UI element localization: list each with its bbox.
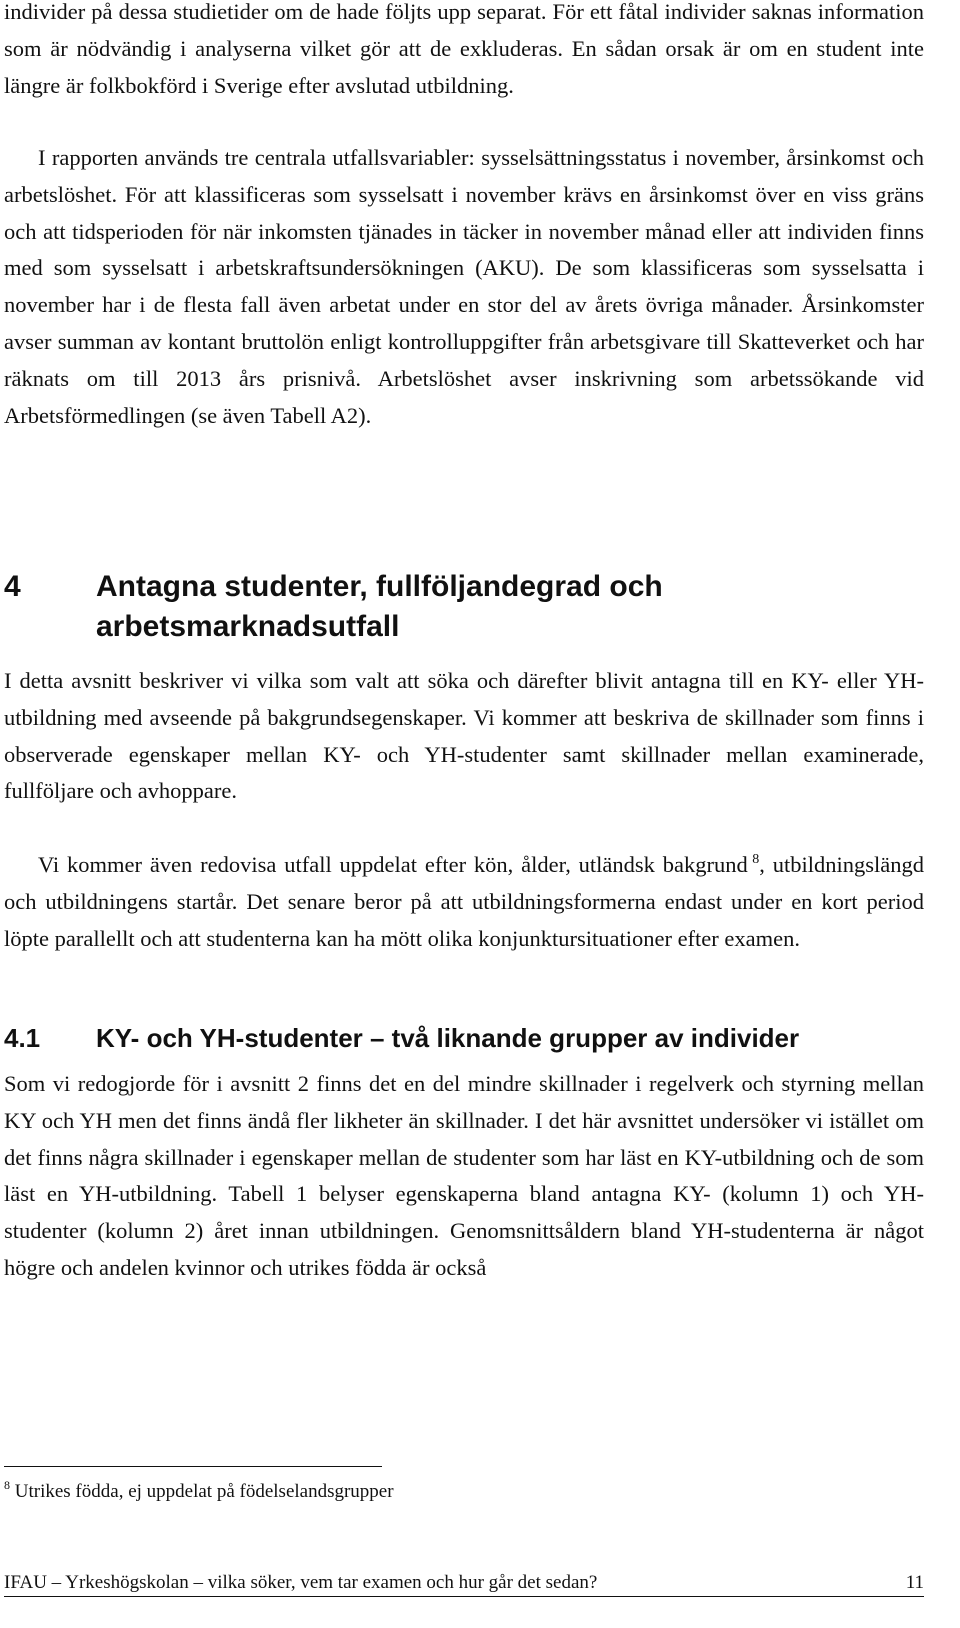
footnote-reference[interactable]: 8 (752, 852, 760, 867)
page-number: 11 (905, 1572, 924, 1593)
paragraph-text-part: Vi kommer även redovisa utfall uppdelat efter kön, ålder, utländsk bakgrund (38, 852, 748, 877)
footnote-text: Utrikes födda, ej uppdelat på födelselandsgrupper (14, 1481, 394, 1502)
subsection-heading-4-1 (4, 1020, 924, 1056)
paragraph-intro-continuation: individer på dessa studietider om de hade följts upp separat. För ett fåtal individer saknas information som är nödvändig i analyserna vilket gör att de exkluderas. En sådan orsak är om en student inte längre är folkbokförd i Sverige efter avslutad utbildning. (4, 0, 924, 98)
paragraph-section-4-intro: I detta avsnitt beskriver vi vilka som valt att söka och därefter blivit antagna till en KY- eller YH-utbildning med avseende på bakgrundsegenskaper. Vi kommer att beskriva de skillnader som finns i observerade egenskaper mellan KY- och YH-studenter samt skillnader mellan examinerade, fullföljare och avhoppare. (4, 668, 924, 804)
paragraph-section-4-1: Som vi redogjorde för i avsnitt 2 finns det en del mindre skillnader i regelverk och styrning mellan KY och YH men det finns ändå fler likheter än skillnader. I det här avsnittet undersöker vi istället om det finns några skillnader i egenskaper mellan de studenter som har läst en KY-utbildning och de som läst en YH-utbildning. Tabell 1 belyser egenskaperna bland antagna KY- (kolumn 1) och YH-studenter (kolumn 2) året innan utbildningen. Genomsnittsåldern bland YH-studenterna är något högre och andelen kvinnor och utrikes födda är också (4, 1071, 924, 1280)
subsection-number: 4.1 (4, 1023, 41, 1053)
footer-divider (4, 1596, 924, 1597)
paragraph-text-part: , utbildningslängd och utbildningens startår. Det senare beror på att utbildningsformerna endast under en kort period löpte parallellt och att studenterna kan ha mött olika konjunktursituationer efter examen. (4, 852, 925, 951)
footnote (4, 1479, 924, 1505)
section-heading-4 (4, 567, 924, 647)
footnote-divider (4, 1466, 382, 1467)
section-title: Antagna studenter, fullföljandegrad och arbetsmarknadsutfall (96, 570, 663, 643)
paragraph-section-4-outcomes (4, 847, 924, 957)
footnote-marker: 8 (4, 1478, 10, 1492)
section-number: 4 (4, 570, 21, 603)
footer-title: IFAU – Yrkeshögskolan – vilka söker, vem tar examen och hur går det sedan? (4, 1572, 598, 1593)
page-footer (4, 1570, 924, 1596)
subsection-title: KY- och YH-studenter – två liknande grupper av individer (96, 1023, 800, 1053)
paragraph-outcome-variables: I rapporten används tre centrala utfallsvariabler: sysselsättningsstatus i november, årsinkomst och arbetslöshet. För att klassificeras som sysselsatt i november krävs en årsinkomst över en viss gräns och att tidsperioden för när inkomsten tjänades in täcker in november månad eller att individen finns med som sysselsatt i arbetskraftsundersökningen (AKU). De som klassificeras som sysselsatta i november har i de flesta fall även arbetat under en stor del av årets övriga månader. Årsinkomster avser summan av kontant bruttolön enligt kontrolluppgifter från arbetsgivare till Skatteverket och har räknats om till 2013 års prisnivå. Arbetslöshet avser inskrivning som arbetssökande vid Arbetsförmedlingen (se även Tabell A2). (4, 145, 924, 428)
